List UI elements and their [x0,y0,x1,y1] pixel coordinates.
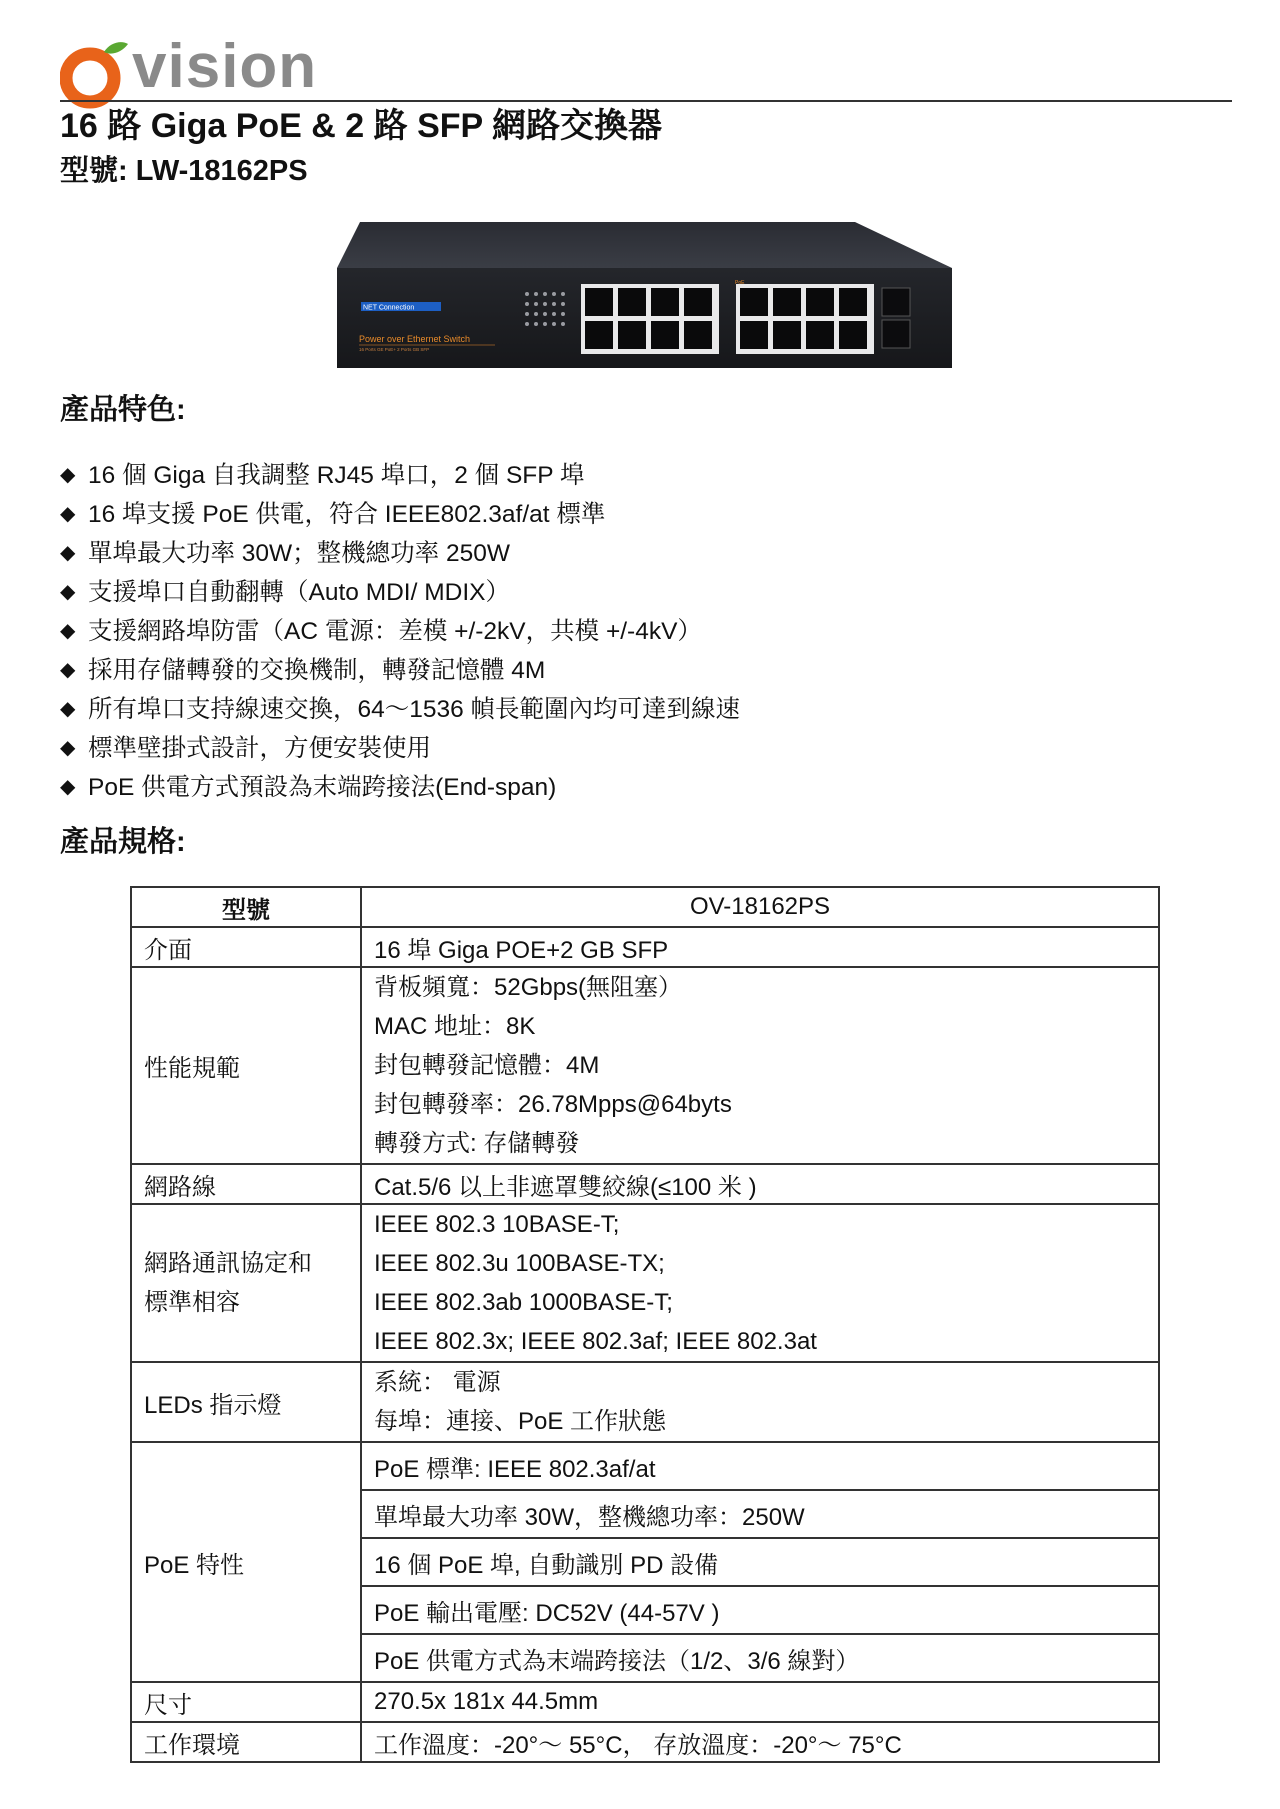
led-indicator [543,292,547,296]
diamond-bullet-icon: ◆ [60,698,76,720]
dimensions-value: 270.5x 181x 44.5mm [361,1682,1159,1722]
model-number: 型號: LW-18162PS [60,155,308,187]
poe-value: PoE 標準: IEEE 802.3af/at [361,1442,1159,1490]
poe-label: Power over Ethernet Switch [359,334,471,344]
interface-label: 介面 [131,927,361,967]
led-indicator [525,312,529,316]
rj45-port [684,288,712,316]
rj45-port [585,321,613,349]
table-row [131,1204,1159,1362]
diamond-bullet-icon: ◆ [60,464,76,486]
diamond-bullet-icon: ◆ [60,659,76,681]
list-item: ◆ 所有埠口支持線速交換，64～1536 幀長範圍內均可達到線速 [60,690,740,729]
poe-value: 單埠最大功率 30W，整機總功率：250W [361,1490,1159,1538]
table-row [131,1442,1159,1490]
led-indicator [525,292,529,296]
led-indicator [543,322,547,326]
poe-mark: PoE [735,280,745,286]
list-item: ◆ 16 個 Giga 自我調整 RJ45 埠口，2 個 SFP 埠 [60,456,740,495]
poe-value: PoE 輸出電壓: DC52V (44-57V ) [361,1586,1159,1634]
list-item: ◆ 單埠最大功率 30W；整機總功率 250W [60,534,740,573]
sfp-port-2 [882,320,910,348]
led-indicator [534,312,538,316]
led-indicator [561,322,565,326]
protocol-label: 網路通訊協定和 標準相容 [131,1204,361,1362]
performance-label: 性能規範 [131,967,361,1164]
rj45-port [773,288,801,316]
led-indicator [552,322,556,326]
list-item: ◆ 16 埠支援 PoE 供電，符合 IEEE802.3af/at 標準 [60,495,740,534]
led-indicator [561,312,565,316]
led-indicator [534,302,538,306]
rj45-port [740,321,768,349]
rj45-port [806,321,834,349]
led-indicator [561,302,565,306]
rj45-port [618,321,646,349]
environment-label: 工作環境 [131,1722,361,1762]
rj45-port [651,321,679,349]
environment-value: 工作溫度：-20°～ 55°C， 存放溫度：-20°～ 75°C [361,1722,1159,1762]
cable-label: 網路線 [131,1164,361,1204]
table-row [131,927,1159,967]
rj45-port [839,321,867,349]
page-title: 16 路 Giga PoE & 2 路 SFP 網路交換器 [60,107,663,145]
rj45-port [740,288,768,316]
product-photo [335,220,955,370]
diamond-bullet-icon: ◆ [60,776,76,798]
list-item: ◆ PoE 供電方式預設為末端跨接法(End-span) [60,768,740,807]
diamond-bullet-icon: ◆ [60,620,76,642]
led-indicator [525,302,529,306]
rj45-port [684,321,712,349]
brand-logo [60,22,340,102]
led-indicator [552,312,556,316]
poe-value: PoE 供電方式為末端跨接法（1/2、3/6 線對） [361,1634,1159,1682]
performance-value: 背板頻寬：52Gbps(無阻塞） MAC 地址：8K 封包轉發記憶體：4M 封包轉發率：26.78Mpps@64byts 轉發方式: 存儲轉發 [361,967,1159,1164]
poe-label-cell: PoE 特性 [131,1442,361,1682]
led-indicator [534,292,538,296]
led-indicator [525,322,529,326]
interface-value: 16 埠 Giga POE+2 GB SFP [361,927,1159,967]
list-item: ◆ 支援網路埠防雷（AC 電源：差模 +/-2kV，共模 +/-4kV） [60,612,740,651]
header-divider [60,100,1232,102]
poe-sublabel: 16 Ports GE PoE+ 2 Ports GB SFP [359,347,430,352]
table-row [131,1722,1159,1762]
logo-text: vision [132,32,318,101]
cable-value: Cat.5/6 以上非遮罩雙絞線(≤100 米 ) [361,1164,1159,1204]
led-indicator [534,322,538,326]
diamond-bullet-icon: ◆ [60,737,76,759]
list-item: ◆ 採用存儲轉發的交換機制，轉發記憶體 4M [60,651,740,690]
rj45-port [585,288,613,316]
rj45-port [806,288,834,316]
protocol-value: IEEE 802.3 10BASE-T; IEEE 802.3u 100BASE-TX; IEEE 802.3ab 1000BASE-T; IEEE 802.3x; IEEE 802.3af; IEEE 802.3at [361,1204,1159,1362]
list-item: ◆ 支援埠口自動翻轉（Auto MDI/ MDIX） [60,573,740,612]
rj45-port [618,288,646,316]
led-indicator [543,302,547,306]
led-indicator [552,302,556,306]
table-row [131,1164,1159,1204]
diamond-bullet-icon: ◆ [60,503,76,525]
rj45-port [773,321,801,349]
header-label-cell: 型號 [131,887,361,927]
sfp-port-1 [882,288,910,316]
dimensions-label: 尺寸 [131,1682,361,1722]
list-item: ◆ 標準壁掛式設計，方便安裝使用 [60,729,740,768]
table-row [131,887,1159,927]
diamond-bullet-icon: ◆ [60,581,76,603]
net-label: NET Connection [363,304,415,312]
spec-table [130,886,1160,1763]
rj45-port [839,288,867,316]
leds-label: LEDs 指示燈 [131,1362,361,1442]
rj45-port [651,288,679,316]
header-value-cell: OV-18162PS [361,887,1159,927]
diamond-bullet-icon: ◆ [60,542,76,564]
led-indicator [561,292,565,296]
table-row [131,1362,1159,1442]
table-row [131,1682,1159,1722]
led-indicator [543,312,547,316]
led-indicator [552,292,556,296]
table-row [131,967,1159,1164]
features-heading: 產品特色: [60,394,186,426]
specs-heading: 產品規格: [60,826,186,858]
leds-value: 系統： 電源 每埠：連接、PoE 工作狀態 [361,1362,1159,1442]
feature-list [60,456,740,807]
poe-value: 16 個 PoE 埠, 自動識別 PD 設備 [361,1538,1159,1586]
